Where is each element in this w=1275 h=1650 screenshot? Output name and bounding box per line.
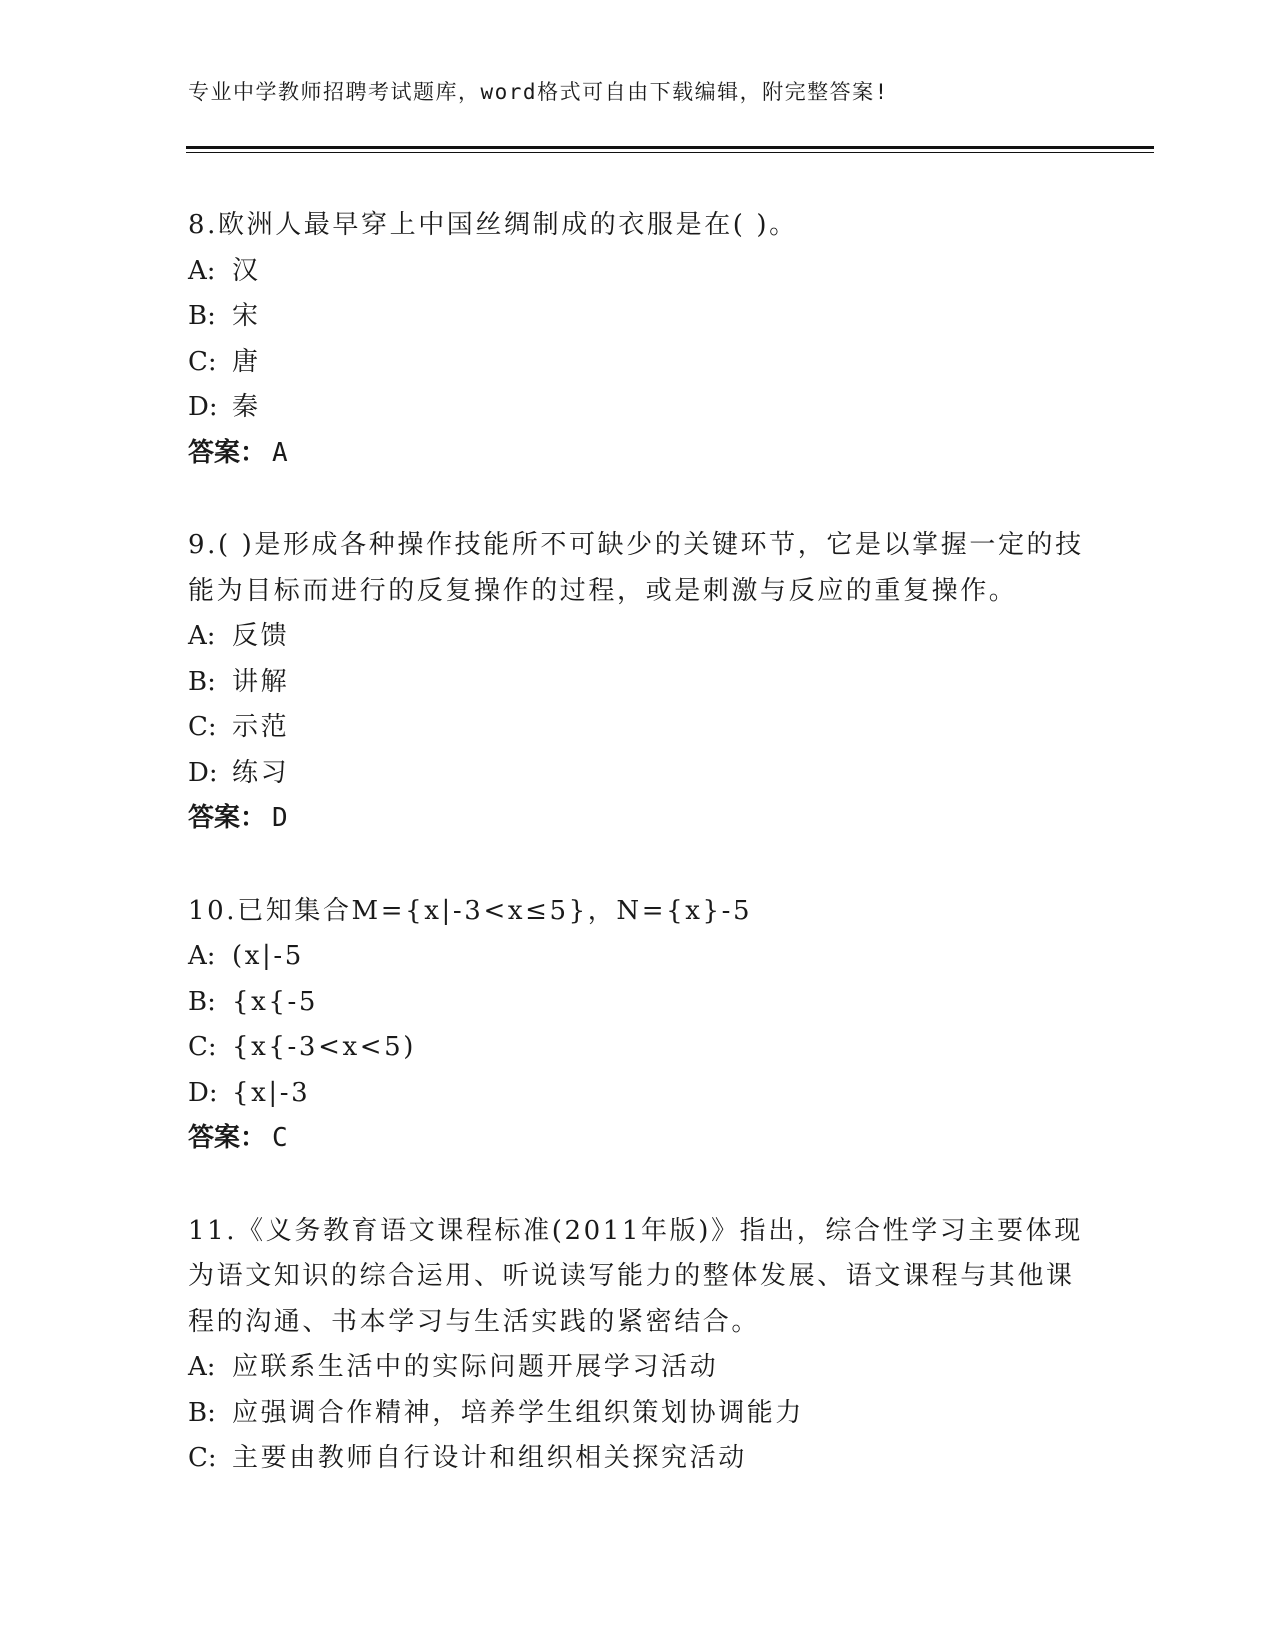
option-text: 汉 bbox=[232, 255, 261, 286]
option-letter: B: bbox=[188, 301, 216, 331]
option-d bbox=[188, 751, 1088, 797]
question-10 bbox=[188, 889, 1088, 1162]
option-a bbox=[188, 249, 1088, 295]
option-b bbox=[188, 980, 1088, 1026]
option-letter: A: bbox=[188, 1352, 216, 1382]
question-list bbox=[188, 203, 1088, 1529]
page-header: 专业中学教师招聘考试题库，word格式可自由下载编辑，附完整答案! bbox=[188, 80, 889, 104]
option-letter: B: bbox=[188, 986, 216, 1017]
option-letter: D: bbox=[188, 757, 218, 788]
question-9 bbox=[188, 523, 1088, 842]
option-letter: D: bbox=[188, 392, 218, 422]
question-11 bbox=[188, 1209, 1088, 1482]
option-d bbox=[188, 385, 1088, 431]
option-letter: D: bbox=[188, 1077, 218, 1108]
option-c bbox=[188, 340, 1088, 386]
option-a bbox=[188, 1345, 1088, 1391]
question-stem: 10.已知集合M={x|-3<x≤5}，N={x}-5 bbox=[188, 895, 753, 926]
option-letter: A: bbox=[188, 255, 216, 286]
option-text: {x{-5 bbox=[232, 986, 319, 1017]
option-text: 秦 bbox=[232, 392, 261, 422]
option-b bbox=[188, 1391, 1088, 1437]
option-letter: A: bbox=[188, 621, 216, 651]
question-stem: 9.( )是形成各种操作技能所不可缺少的关键环节，它是以掌握一定的技能为目标而进行的反复操作的过程，或是刺激与反应的重复操作。 bbox=[188, 530, 1084, 606]
answer-label: 答案： bbox=[188, 1123, 267, 1153]
option-letter: B: bbox=[188, 1397, 216, 1428]
option-a bbox=[188, 934, 1088, 980]
option-text: {x{-3<x<5) bbox=[232, 1032, 416, 1062]
option-letter: C: bbox=[188, 1443, 217, 1473]
answer-line bbox=[188, 1116, 1088, 1162]
option-b bbox=[188, 660, 1088, 706]
answer-label: 答案： bbox=[188, 803, 267, 833]
answer-line bbox=[188, 796, 1088, 842]
option-c bbox=[188, 705, 1088, 751]
option-c bbox=[188, 1436, 1088, 1482]
option-text: 宋 bbox=[232, 301, 261, 331]
option-letter: C: bbox=[188, 346, 217, 377]
answer-value: D bbox=[272, 803, 288, 833]
option-letter: C: bbox=[188, 712, 217, 742]
header-rule-thick bbox=[186, 146, 1154, 149]
option-letter: B: bbox=[188, 666, 216, 697]
question-8 bbox=[188, 203, 1088, 476]
answer-label: 答案： bbox=[188, 437, 267, 468]
option-letter: C: bbox=[188, 1032, 217, 1062]
option-text: 应联系生活中的实际问题开展学习活动 bbox=[232, 1352, 719, 1382]
option-b bbox=[188, 294, 1088, 340]
option-text: (x|-5 bbox=[232, 941, 304, 971]
option-text: 主要由教师自行设计和组织相关探究活动 bbox=[232, 1443, 747, 1473]
option-a bbox=[188, 614, 1088, 660]
option-text: 唐 bbox=[232, 346, 261, 377]
option-text: {x|-3 bbox=[232, 1077, 311, 1108]
header-rule-thin bbox=[186, 152, 1154, 153]
option-text: 应强调合作精神，培养学生组织策划协调能力 bbox=[232, 1397, 805, 1428]
option-text: 示范 bbox=[232, 712, 290, 742]
answer-value: A bbox=[272, 437, 288, 468]
answer-value: C bbox=[272, 1123, 288, 1153]
option-text: 讲解 bbox=[232, 666, 290, 697]
option-text: 练习 bbox=[232, 757, 290, 788]
option-letter: A: bbox=[188, 941, 216, 971]
option-text: 反馈 bbox=[232, 621, 290, 651]
question-stem: 11.《义务教育语文课程标准(2011年版)》指出，综合性学习主要体现为语文知识的综合运用、听说读写能力的整体发展、语文课程与其他课程的沟通、书本学习与生活实践的紧密结合。 bbox=[188, 1215, 1083, 1337]
question-stem: 8.欧洲人最早穿上中国丝绸制成的衣服是在( )。 bbox=[188, 210, 798, 240]
option-d bbox=[188, 1071, 1088, 1117]
option-c bbox=[188, 1025, 1088, 1071]
answer-line bbox=[188, 431, 1088, 477]
